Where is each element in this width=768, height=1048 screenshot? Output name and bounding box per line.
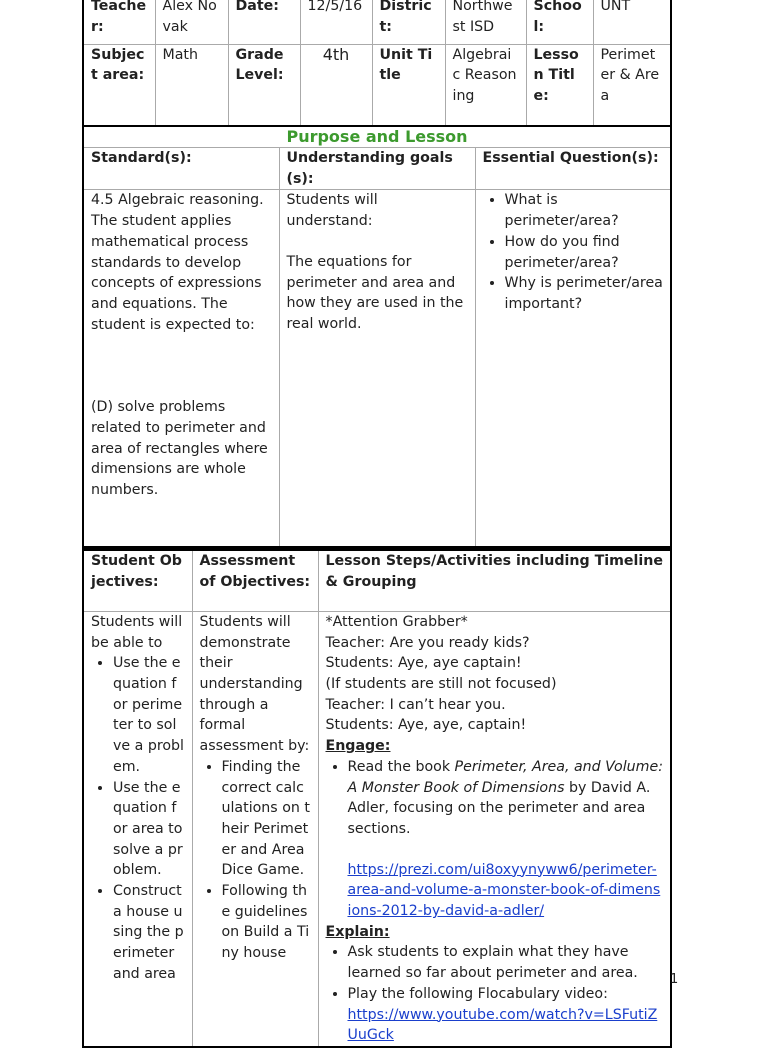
- essential-questions: [483, 190, 664, 314]
- standards-cell: [83, 190, 279, 547]
- steps-cell: [318, 611, 671, 1047]
- assessment-list: [200, 757, 311, 964]
- unit-label: Unit Title: [372, 44, 445, 126]
- essential-question: • How do you find perimeter/area?: [505, 232, 664, 273]
- purpose-heading: Purpose and Lesson: [286, 127, 468, 146]
- objective-item: • Use the equation for area to solve a problem.: [113, 778, 185, 882]
- unit-value: Algebraic Reasoning: [445, 44, 526, 126]
- activities-table: [82, 548, 672, 1048]
- essential-question: • Why is perimeter/area important?: [505, 273, 664, 314]
- objectives-intro: Students will be able to: [91, 613, 183, 651]
- steps-heading: Lesson Steps/Activities including Timeline & Grouping: [318, 549, 671, 611]
- explain-item: • Ask students to explain what they have learned so far about perimeter and area.: [348, 942, 664, 983]
- objective-item: • Construct a house using the perimeter and area: [113, 881, 185, 985]
- page-number: 1: [670, 972, 679, 987]
- teacher-label: Teacher:: [91, 0, 147, 35]
- dialog-line: Students: Aye, aye captain!: [325, 655, 522, 672]
- book-title: Perimeter, Area, and Volume: A Monster Book of Dimensions: [347, 758, 663, 796]
- school-label: School:: [526, 0, 593, 44]
- grade-label: Grade Level:: [228, 44, 300, 126]
- subject-value: Math: [155, 44, 228, 126]
- school-value: UNT: [593, 0, 671, 44]
- objectives-cell: [83, 611, 192, 1047]
- dialog-line: Teacher: I can’t hear you.: [325, 696, 506, 713]
- understanding-intro: Students will understand:: [286, 192, 378, 230]
- explain-item-text: Play the following Flocabulary video:: [347, 985, 608, 1002]
- dialog-line: Teacher: Are you ready kids?: [325, 634, 530, 651]
- lesson-value: Perimeter & Area: [593, 44, 671, 126]
- assessment-heading: Assessment of Objectives:: [192, 549, 318, 611]
- assessment-cell: [192, 611, 318, 1047]
- date-label: Date:: [228, 0, 300, 44]
- district-value: Northwest ISD: [445, 0, 526, 44]
- objectives-list: [91, 653, 185, 984]
- dialog-line: Students: Aye, aye, captain!: [325, 717, 527, 734]
- explain-list: [326, 942, 664, 1046]
- date-value: 12/5/16: [300, 0, 372, 44]
- standards-heading: Standard(s):: [83, 148, 279, 190]
- engage-text: Read the book: [347, 758, 455, 775]
- prezi-link[interactable]: https://prezi.com/ui8oxyynyww6/perimeter-area-and-volume-a-monster-book-of-dimensions-2012-by-david-a-adler/: [347, 861, 661, 920]
- district-label: District:: [372, 0, 445, 44]
- dialog-line: (If students are still not focused): [325, 676, 557, 693]
- explain-item: [348, 984, 664, 1046]
- engage-heading: Engage:: [325, 738, 391, 755]
- subject-label: Subject area:: [83, 44, 155, 126]
- youtube-link[interactable]: https://www.youtube.com/watch?v=LSFutiZUuGck: [347, 1006, 658, 1044]
- lesson-plan-sheet: [82, 0, 670, 1044]
- standards-text: 4.5 Algebraic reasoning. The student applies mathematical process standards to develop concepts of expressions and equations. The student is expected to:: [91, 192, 264, 333]
- header-table: [82, 0, 672, 127]
- engage-list: [326, 757, 664, 840]
- lesson-label: Lesson Title:: [526, 44, 593, 126]
- assessment-item: • Finding the correct calculations on their Perimeter and Area Dice Game.: [222, 757, 311, 881]
- objectives-heading: Student Objectives:: [91, 552, 182, 590]
- essential-cell: [475, 190, 671, 547]
- engage-text-end: by David A. Adler, focusing on the perimeter and area sections.: [347, 779, 651, 837]
- assessment-item: • Following the guidelines on Build a Tiny house: [222, 881, 311, 964]
- essential-heading: Essential Question(s):: [475, 148, 671, 190]
- essential-question: • What is perimeter/area?: [505, 190, 664, 231]
- grade-value: 4th: [300, 44, 372, 126]
- assessment-intro: Students will demonstrate their understanding through a formal assessment by:: [199, 613, 310, 755]
- objective-item: • Use the equation for perimeter to solve a problem.: [113, 653, 185, 777]
- engage-item: [348, 757, 664, 840]
- explain-heading: Explain:: [325, 923, 390, 940]
- standards-expectation: (D) solve problems related to perimeter and area of rectangles where dimensions are whole numbers.: [91, 399, 268, 499]
- purpose-table: [82, 127, 672, 548]
- understanding-cell: [279, 190, 475, 547]
- understanding-text: The equations for perimeter and area and how they are used in the real world.: [286, 253, 464, 332]
- teacher-value: Alex Novak: [155, 0, 228, 44]
- attention-grabber: *Attention Grabber*: [325, 613, 468, 630]
- understanding-heading: Understanding goals(s):: [279, 148, 475, 190]
